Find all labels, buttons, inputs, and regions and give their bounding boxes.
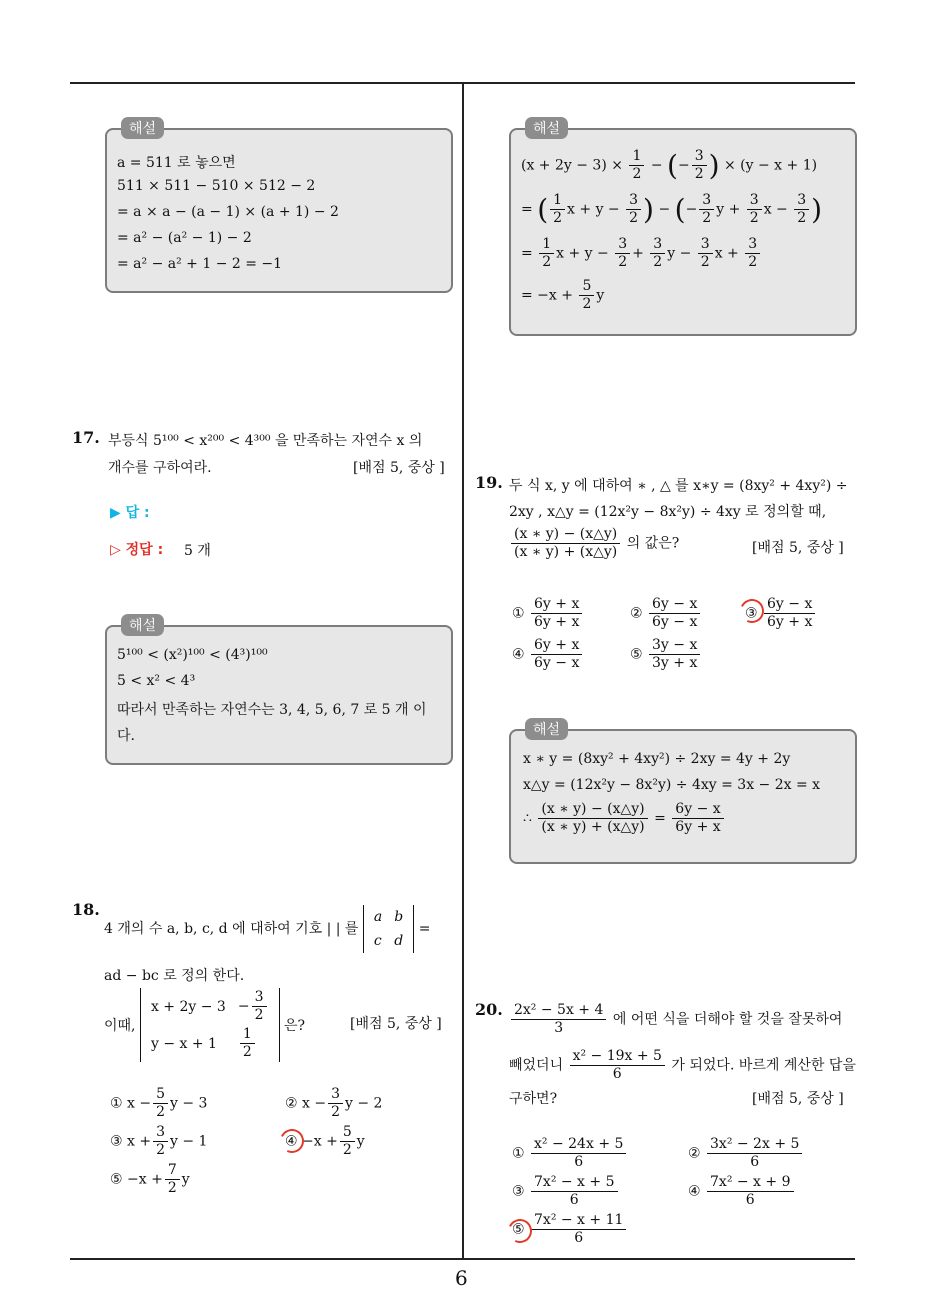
sol19-line-1: x ∗ y = (8xy² + 4xy²) ÷ 2xy = 4y + 2y [523, 751, 791, 767]
q20-line-3: 구하면? [509, 1091, 558, 1107]
q20-option-1[interactable]: ① $\frac{\text{x² − 24x + 5}}{6}$ [512, 1136, 628, 1171]
page-number: 6 [455, 1266, 468, 1290]
q19-option-5[interactable]: ⑤ $\frac{3y - x}{3y + x}$ [630, 637, 702, 672]
q18-option-4[interactable]: ④ −x + $\frac{5}{2}$ y [285, 1124, 365, 1158]
sol17-line-3: 따라서 만족하는 자연수는 3, 4, 5, 6, 7 로 5 개 이 [117, 702, 427, 718]
fraction: $\frac{1}{2}$ [629, 148, 644, 183]
sol16-line-1: a = 511 로 놓으면 [117, 155, 236, 171]
bottom-rule [70, 1258, 855, 1260]
determinant-question: x + 2y − 3 − $\frac{3}{2}$ y − x + 1 $\frac{1}{2}$ [140, 988, 280, 1062]
q19-option-2[interactable]: ② $\frac{6y - x}{6y - x}$ [630, 596, 702, 631]
q17-line-1: 부등식 5¹⁰⁰ < x²⁰⁰ < 4³⁰⁰ 을 만족하는 자연수 x 의 [108, 433, 423, 449]
sol19-line-2: x△y = (12x²y − 8x²y) ÷ 4xy = 3x − 2x = x [523, 777, 821, 793]
q19-option-4[interactable]: ④ $\frac{6y + x}{6y - x}$ [512, 637, 584, 672]
solr-line-3: = $\frac{1}{2}$ x + y − $\frac{3}{2}$ + $\frac{3}{2}$ y − $\frac{3}{2}$ x + $\frac{3}{2}$ [521, 236, 762, 271]
q19-points: [배점 5, 중상 ] [752, 540, 844, 556]
q19-line-2: 2xy , x△y = (12x²y − 8x²y) ÷ 4xy 로 정의할 때, [509, 504, 827, 520]
q18-line-3: 이때, x + 2y − 3 − $\frac{3}{2}$ y − x + 1 $\frac{1}{2}$ 은? [104, 989, 305, 1060]
solution-tag: 해설 [525, 718, 568, 740]
q20-option-3[interactable]: ③ $\frac{\text{7x² − x + 5}}{6}$ [512, 1174, 620, 1209]
sol16-line-4: = a² − (a² − 1) − 2 [117, 230, 252, 246]
sol16-line-5: = a² − a² + 1 − 2 = −1 [117, 256, 283, 272]
q18-option-5[interactable]: ⑤ −x + $\frac{7}{2}$ y [110, 1162, 190, 1196]
solr-line-1: (x + 2y − 3) × $\frac{1}{2}$ − (− $\frac{3}{2}$ ) × (y − x + 1) [521, 148, 818, 182]
q18-option-2[interactable]: ② x − $\frac{3}{2}$ y − 2 [285, 1086, 383, 1120]
sol17-line-1: 5¹⁰⁰ < (x²)¹⁰⁰ < (4³)¹⁰⁰ [117, 647, 268, 663]
q17-correct-value: 5 개 [184, 543, 211, 559]
question-17-number: 17. [72, 428, 100, 447]
solution-box-17 [105, 618, 453, 765]
solr-line-2: = ( $\frac{1}{2}$ x + y − $\frac{3}{2}$ ) − (− $\frac{3}{2}$ y + $\frac{3}{2}$ x − $\frac{3}{2}$ ) [521, 192, 823, 226]
sol19-line-3: ∴ $\frac{(x ∗ y) - (x\triangle y)}{(x ∗ y) + (x\triangle y)}$ = $\frac{6y - x}{6y + x}$ [523, 801, 726, 836]
q20-option-4[interactable]: ④ $\frac{\text{7x² − x + 9}}{6}$ [688, 1174, 796, 1209]
solution-box-right-top [509, 121, 857, 336]
sol17-line-2: 5 < x² < 4³ [117, 673, 196, 689]
solution-box-19 [509, 722, 857, 864]
sol16-line-3: = a × a − (a − 1) × (a + 1) − 2 [117, 204, 339, 220]
q17-line-2: 개수를 구하여라. [108, 460, 212, 476]
question-20-number: 20. [475, 1000, 503, 1019]
q18-points: [배점 5, 중상 ] [350, 1016, 442, 1032]
q18-line-1: 4 개의 수 a, b, c, d 에 대하여 기호 | | 를 a b c d = [104, 905, 430, 953]
q18-line-2: ad − bc 로 정의 한다. [104, 968, 245, 984]
question-19-number: 19. [475, 473, 503, 492]
sol17-line-4: 다. [117, 728, 135, 744]
q18-option-3[interactable]: ③ x + $\frac{3}{2}$ y − 1 [110, 1124, 208, 1158]
q20-option-5[interactable]: ⑤ $\frac{\text{7x² − x + 11}}{6}$ [512, 1212, 628, 1247]
q19-option-3[interactable]: ③ $\frac{6y - x}{6y + x}$ [745, 596, 817, 631]
solution-tag: 해설 [525, 117, 568, 139]
q19-line-1: 두 식 x, y 에 대하여 ∗ , △ 를 x∗y = (8xy² + 4xy²) ÷ [509, 478, 848, 494]
q17-correct-label: ▷ 정답 : [110, 542, 164, 558]
fraction: $\frac{3}{2}$ [692, 148, 707, 183]
q20-line-1: $\frac{\text{2x² − 5x + 4}}{3}$ 에 어떤 식을 더해야 할 것을 잘못하여 [509, 1002, 842, 1037]
solution-box-16 [105, 121, 453, 293]
q20-line-2: 빼었더니 $\frac{\text{x² − 19x + 5}}{6}$ 가 되었다. 바르게 계산한 답을 [509, 1048, 856, 1082]
solr-line-4: = −x + $\frac{5}{2}$ y [521, 278, 605, 312]
q17-points: [배점 5, 중상 ] [353, 460, 445, 476]
q20-points: [배점 5, 중상 ] [752, 1091, 844, 1107]
q18-option-1[interactable]: ① x − $\frac{5}{2}$ y − 3 [110, 1086, 208, 1120]
q19-option-1[interactable]: ① $\frac{6y + x}{6y + x}$ [512, 596, 584, 631]
q17-answer-label: ▶ 답 : [110, 505, 150, 521]
column-divider [462, 82, 464, 1258]
question-18-number: 18. [72, 900, 100, 919]
q20-option-2[interactable]: ② $\frac{\text{3x² − 2x + 5}}{6}$ [688, 1136, 804, 1171]
determinant-definition: a b c d [363, 905, 414, 953]
solution-tag: 해설 [121, 614, 164, 636]
q19-line-3: $\frac{(x ∗ y) - (x\triangle y)}{(x ∗ y) + (x\triangle y)}$ 의 값은? [509, 526, 679, 561]
fraction: $\frac{(x ∗ y) - (x\triangle y)}{(x ∗ y) + (x\triangle y)}$ [511, 526, 620, 561]
sol16-line-2: 511 × 511 − 510 × 512 − 2 [117, 178, 316, 194]
solution-tag: 해설 [121, 117, 164, 139]
